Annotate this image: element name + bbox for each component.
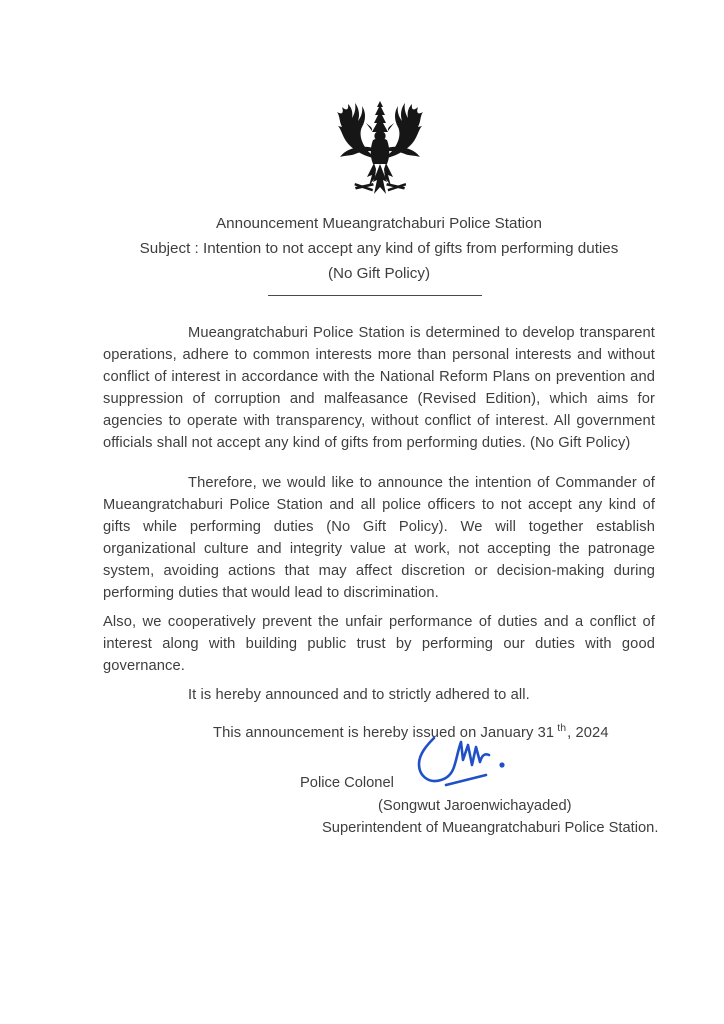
- body-paragraph-1: Mueangratchaburi Police Station is determined to develop transparent operations, adhere to common interests more than personal interests and without conflict of interest in accordance with the National Reform Plans on prevention and suppression of corruption and malfeasance (Revised Edition), which aims for agencies to operate with transparency, without conflict of interest. All government officials shall not accept any kind of gifts from performing duties. (No Gift Policy): [103, 325, 655, 451]
- document-body: [103, 322, 655, 744]
- signer-name: (Songwut Jaroenwichayaded): [378, 798, 572, 814]
- signature-block: [103, 720, 659, 860]
- issue-date-prefix: This announcement is hereby issued on January 31: [213, 724, 555, 741]
- document-header: [103, 211, 655, 286]
- signer-position: Superintendent of Mueangratchaburi Police Station.: [322, 820, 659, 836]
- garuda-emblem-icon: [327, 101, 433, 201]
- policy-subtitle: (No Gift Policy): [327, 265, 431, 282]
- body-paragraph-2: Therefore, we would like to announce the intention of Commander of Mueangratchaburi Police Station and all police officers to not accept any kind of gifts while performing duties (No Gift Policy). We will together establish organizational culture and integrity value at work, not accepting the patronage system, avoiding actions that may affect discretion or decision-making during performing duties that would lead to discrimination.: [103, 475, 655, 601]
- signature-autograph-icon: [410, 734, 514, 788]
- subject-line: Subject : Intention to not accept any kind of gifts from performing duties: [139, 240, 619, 257]
- closing-statement: It is hereby announced and to strictly adhered to all.: [188, 687, 530, 703]
- issue-date-suffix: , 2024: [567, 724, 609, 741]
- body-paragraph-3: Also, we cooperatively prevent the unfair performance of duties and a conflict of interest along with building public trust by performing our duties with good governance.: [103, 614, 655, 674]
- announcement-title: Announcement Mueangratchaburi Police Station: [216, 215, 542, 232]
- title-divider: [268, 282, 482, 296]
- signer-rank: Police Colonel: [300, 775, 394, 791]
- signature-ink-dot: [499, 762, 504, 767]
- issue-date-ordinal: th: [557, 722, 567, 734]
